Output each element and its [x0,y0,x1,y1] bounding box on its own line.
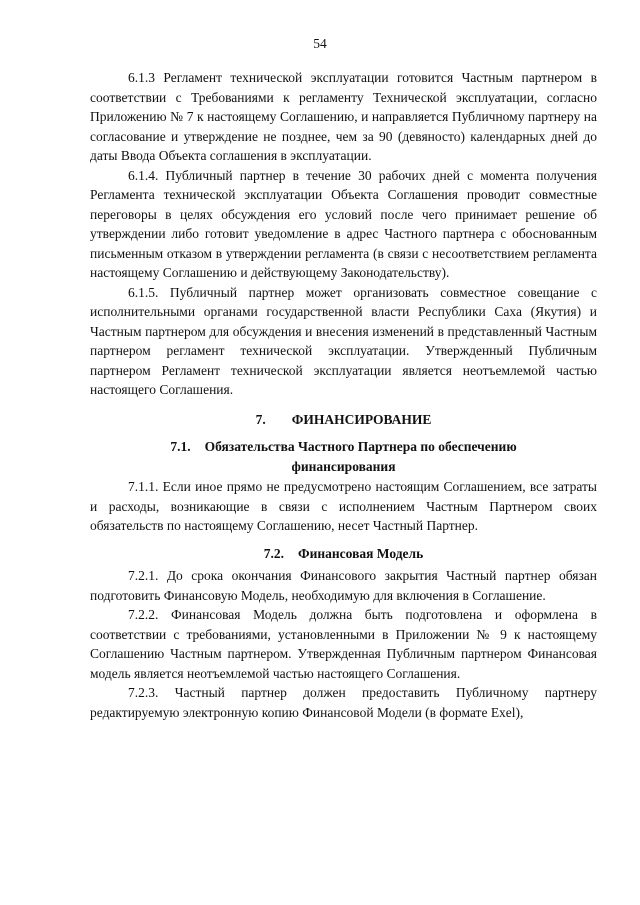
subsection-number: 7.2. [263,545,284,561]
paragraph-7-2-3: 7.2.3. Частный партнер должен предоставить Публичному партнеру редактируемую электронную копию Финансовой Модели (в формате Exel), [90,685,597,720]
section-number: 7. [255,411,266,427]
subsection-heading-7-1 [90,437,597,476]
subsection-number: 7.1. [170,439,191,454]
paragraph-7-2-2: 7.2.2. Финансовая Модель должна быть подготовлена и оформлена в соответствии с требованиями, установленными в Приложении № 9 к настоящему Соглашению Частным партнером. Утвержденная Публичным партнером Финансовая модель является неотъемлемой частью настоящего Соглашения. [90,607,597,681]
paragraph-7-1-1: 7.1.1. Если иное прямо не предусмотрено настоящим Соглашением, все затраты и расходы, возникающие в связи с исполнением Частным Партнером своих обязательств по настоящему Соглашению, несет Частный Партнер. [90,479,597,533]
document-body [90,68,597,722]
paragraph-7-2-1: 7.2.1. До срока окончания Финансового закрытия Частный партнер обязан подготовить Финансовую Модель, необходимую для включения в Соглашение. [90,568,597,603]
subsection-title: Обязательства Частного Партнера по обеспечению финансирования [204,439,517,474]
paragraph-6-1-3: 6.1.3 Регламент технической эксплуатации готовится Частным партнером в соответствии с Требованиями к регламенту Технической эксплуатации, согласно Приложению № 7 к настоящему Соглашению, и направляется Публичному партнеру на согласование и утверждение не позднее, чем за 90 (девяносто) календарных дней до даты Ввода Объекта соглашения в эксплуатации. [90,70,597,163]
subsection-heading-7-2 [90,544,597,564]
paragraph-6-1-5: 6.1.5. Публичный партнер может организовать совместное совещание с исполнительными органами государственной власти Республики Саха (Якутия) и Частным партнером для обсуждения и внесения изменений в представленный Частным партнером регламент технической эксплуатации. Утвержденный Публичным партнером Регламент технической эксплуатации является неотъемлемой частью настоящего Соглашения. [90,284,597,397]
page-number: 54 [313,36,327,51]
paragraph-6-1-4: 6.1.4. Публичный партнер в течение 30 рабочих дней с момента получения Регламента технической эксплуатации Объекта Соглашения проводит совместные переговоры в целях обсуждения его условий после чего принимает решение об утверждении либо готовит уведомление в адрес Частного партнера с обоснованным письменным отказом в утверждении регламента (в связи с несоответствием регламента настоящему Соглашению и действующему Законодательству). [90,167,597,280]
section-title: ФИНАНСИРОВАНИЕ [291,411,432,427]
subsection-title: Финансовая Модель [297,545,424,561]
section-heading-7 [90,410,597,430]
